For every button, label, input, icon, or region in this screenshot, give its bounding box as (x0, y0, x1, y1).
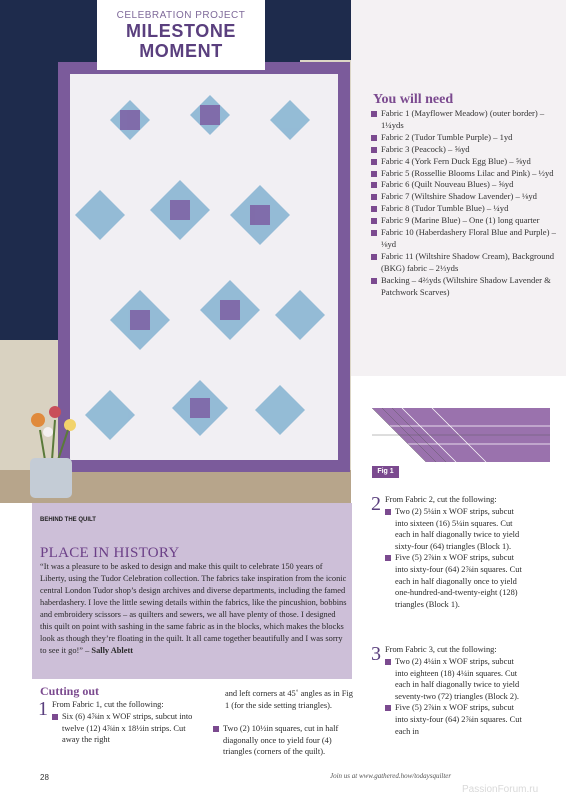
step1-continued: and left corners at 45˚ angles as in Fig 1 (for the side setting triangles). (225, 689, 353, 710)
page-title-line1: MILESTONE (125, 21, 237, 41)
step1-bullet: Six (6) 4⅞in x WOF strips, subcut into twelve (12) 4⅞in x 18½in strips. Cut away the right (52, 711, 202, 746)
material-item: Fabric 3 (Peacock) – ⅝yd (371, 144, 559, 156)
step2-list (385, 506, 525, 610)
step3-bullet: Two (2) 4¼in x WOF strips, subcut into eighteen (18) 4¼in squares. Cut each in half diagonally twice to yield seventy-two (72) triangles (Block 2). (385, 656, 525, 702)
quilt-photo (0, 0, 351, 503)
page-number: 28 (40, 773, 49, 782)
material-item: Fabric 4 (York Fern Duck Egg Blue) – ⅝yd (371, 156, 559, 168)
step2-lead: From Fabric 2, cut the following: (385, 495, 497, 504)
section-tag: BEHIND THE QUILT (40, 517, 96, 523)
section-heading: PLACE IN HISTORY (40, 545, 180, 561)
material-item: Fabric 10 (Haberdashery Floral Blue and Purple) – ⅛yd (371, 227, 559, 251)
figure-label: Fig 1 (372, 466, 399, 478)
step2-bullet: Five (5) 2⅞in x WOF strips, subcut into sixty-four (64) 2⅞in squares. Cut each in half diagonally once to yield one-hundred-and-twenty-eight (128) triangles (Block 1). (385, 552, 525, 610)
step1-bullet: Two (2) 10½in squares, cut in half diagonally once to yield four (4) triangles (corners of the quilt). (213, 723, 355, 758)
behind-the-quilt-panel (32, 503, 352, 679)
step-number-1: 1 (38, 698, 48, 720)
material-item: Fabric 6 (Quilt Nouveau Blues) – ⅝yd (371, 179, 559, 191)
material-item: Fabric 8 (Tudor Tumble Blue) – ¼yd (371, 203, 559, 215)
material-item: Backing – 4⅔yds (Wiltshire Shadow Lavender & Patchwork Scarves) (371, 275, 559, 299)
material-item: Fabric 11 (Wiltshire Shadow Cream), Background (BKG) fabric – 2⅓yds (371, 251, 559, 275)
materials-panel (351, 0, 566, 376)
project-kicker: CELEBRATION PROJECT (116, 10, 246, 21)
material-item: Fabric 5 (Rossellie Blooms Lilac and Pink) – ½yd (371, 168, 559, 180)
step1-lead: From Fabric 1, cut the following: (52, 700, 164, 709)
step1-list-continued (213, 723, 355, 758)
step1-list (52, 711, 202, 746)
quote-author: Sally Ablett (91, 646, 134, 655)
materials-list (371, 108, 559, 299)
step-number-3: 3 (371, 643, 381, 665)
material-item: Fabric 7 (Wiltshire Shadow Lavender) – ⅛yd (371, 191, 559, 203)
material-item: Fabric 2 (Tudor Tumble Purple) – 1yd (371, 132, 559, 144)
materials-heading: You will need (373, 92, 454, 107)
step3-lead: From Fabric 3, cut the following: (385, 645, 497, 654)
watermark: PassionForum.ru (462, 784, 539, 795)
title-card (97, 0, 265, 70)
quilt-photo-art (0, 0, 351, 503)
step3-list (385, 656, 525, 737)
step3-bullet: Five (5) 2⅞in x WOF strips, subcut into sixty-four (64) 2⅞in squares. Cut each in (385, 702, 525, 737)
fig1-diagram (372, 408, 550, 462)
quote-text: “It was a pleasure to be asked to design and make this quilt to celebrate 150 years of Liberty, using the Tudor Celebration collection. The fabrics take inspiration from the iconic central London Tudor shop’s design archives and diverse departments, including the famed haberdashery. I love the little sewing details within the fabrics, like the pincushion, bobbins and embroidery scissors – as quilters and sewers, we all have plenty of those. I designed this quilt on point with sashing in the same fabric as in the blocks, which makes the blocks look as though they’re floating in the quilt. It all came together beautifully and I was sorry to see it go!” – (40, 562, 347, 655)
designer-quote (40, 561, 348, 657)
cutting-heading: Cutting out (40, 684, 100, 698)
material-item: Fabric 9 (Marine Blue) – One (1) long quarter (371, 215, 559, 227)
material-item: Fabric 1 (Mayflower Meadow) (outer border) – 1¼yds (371, 108, 559, 132)
page-title-line2: MOMENT (139, 41, 223, 61)
step2-bullet: Two (2) 5¼in x WOF strips, subcut into sixteen (16) 5¼in squares. Cut each in half diagonally twice to yield sixty-four (64) triangles (Block 1). (385, 506, 525, 552)
step-number-2: 2 (371, 493, 381, 515)
website-footer: Join us at www.gathered.how/todaysquilter (330, 772, 452, 780)
